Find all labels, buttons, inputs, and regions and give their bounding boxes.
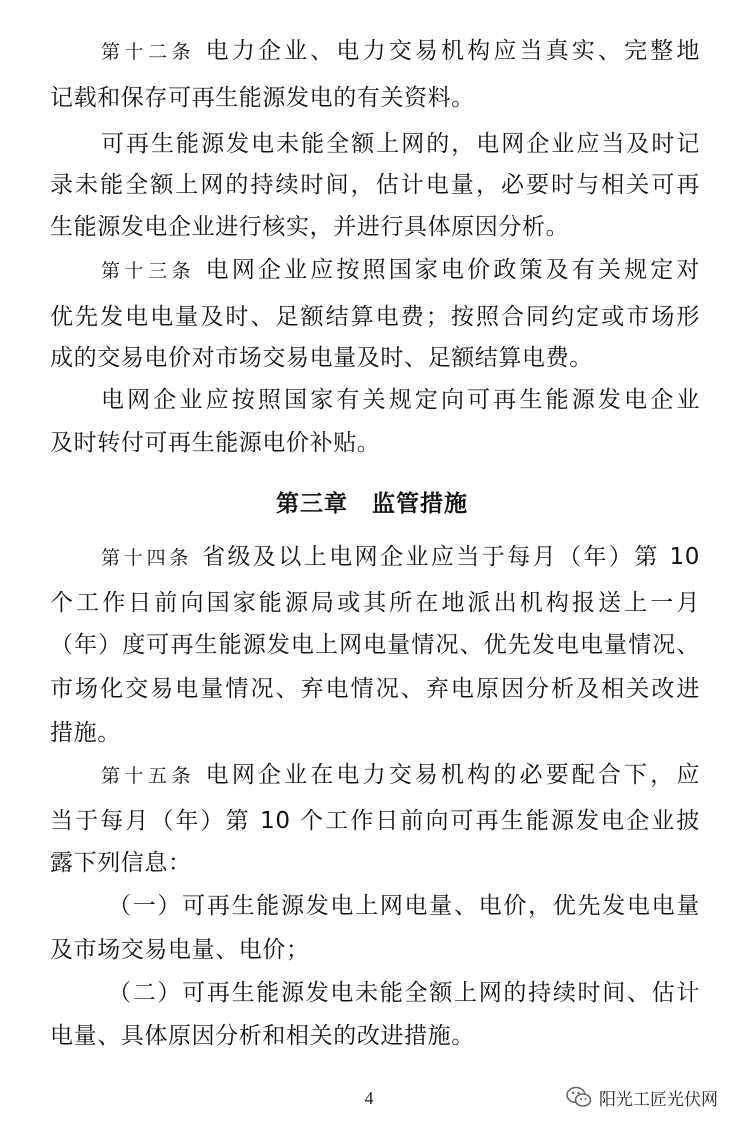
line-text: 当于每月（年）第 10 个工作日前向可再生能源发电企业披 — [50, 808, 700, 834]
line-text: 优先发电电量及时、足额结算电费；按照合同约定或市场形 — [50, 304, 700, 330]
line-text: 电力企业、电力交易机构应当真实、完整地 — [205, 38, 700, 64]
paragraph-line — [101, 31, 700, 71]
article-number: 第十五条 — [101, 765, 196, 787]
watermark — [565, 1082, 718, 1112]
watermark-text: 阳光工匠光伏网 — [599, 1089, 718, 1110]
article-number: 第十二条 — [101, 41, 196, 63]
line-text: （年）度可再生能源发电上网电量情况、优先发电电量情况、 — [50, 632, 700, 658]
line-text: 及时转付可再生能源电价补贴。 — [50, 430, 381, 456]
wechat-icon — [565, 1085, 593, 1109]
paragraph-line — [101, 380, 700, 420]
paragraph-line — [50, 423, 700, 463]
line-text: 生能源发电企业进行核实，并进行具体原因分析。 — [50, 214, 570, 240]
paragraph-line — [50, 713, 700, 753]
article-number: 第十四条 — [101, 547, 193, 569]
paragraph-line — [101, 250, 700, 290]
line-text: 成的交易电价对市场交易电量及时、足额结算电费。 — [50, 345, 593, 371]
paragraph-line — [50, 583, 700, 623]
line-text: 措施。 — [50, 720, 121, 746]
line-text: 录未能全额上网的持续时间，估计电量，必要时与相关可再 — [50, 172, 700, 198]
page-number: 4 — [364, 1088, 374, 1108]
line-text: 省级及以上电网企业应当于每月（年）第 10 — [202, 544, 700, 570]
line-text: 及市场交易电量、电价； — [50, 937, 310, 963]
paragraph-line — [50, 930, 700, 970]
paragraph-line — [50, 801, 700, 841]
paragraph-line — [50, 669, 700, 709]
line-text: 电量、具体原因分析和相关的改进措施。 — [50, 1023, 475, 1049]
line-text: （二）可再生能源发电未能全额上网的持续时间、估计 — [108, 980, 700, 1006]
line-text: （一）可再生能源发电上网电量、电价，优先发电电量 — [108, 893, 700, 919]
paragraph-line — [50, 78, 700, 118]
paragraph-line — [50, 165, 700, 205]
line-text: 露下列信息： — [50, 850, 192, 876]
article-number: 第十三条 — [101, 260, 196, 282]
line-text: 市场化交易电量情况、弃电情况、弃电原因分析及相关改进 — [50, 676, 700, 702]
chapter-heading: 第三章 监管措施 — [276, 491, 468, 517]
paragraph-line — [50, 1016, 700, 1056]
line-text: 电网企业应按照国家有关规定向可再生能源发电企业 — [101, 387, 700, 413]
paragraph-line — [50, 843, 700, 883]
paragraph-line — [50, 207, 700, 247]
paragraph-line — [101, 755, 700, 795]
paragraph-line — [101, 124, 700, 164]
paragraph-line — [108, 973, 700, 1013]
line-text: 电网企业应按照国家电价政策及有关规定对 — [205, 257, 700, 283]
line-text: 个工作日前向国家能源局或其所在地派出机构报送上一月 — [50, 590, 700, 616]
paragraph-line — [50, 297, 700, 337]
line-text: 电网企业在电力交易机构的必要配合下，应 — [205, 762, 700, 788]
line-text: 记载和保存可再生能源发电的有关资料。 — [50, 85, 475, 111]
paragraph-line — [101, 537, 700, 577]
paragraph-line — [50, 338, 700, 378]
paragraph-line — [50, 625, 700, 665]
line-text: 可再生能源发电未能全额上网的，电网企业应当及时记 — [101, 131, 700, 157]
paragraph-line — [108, 886, 700, 926]
